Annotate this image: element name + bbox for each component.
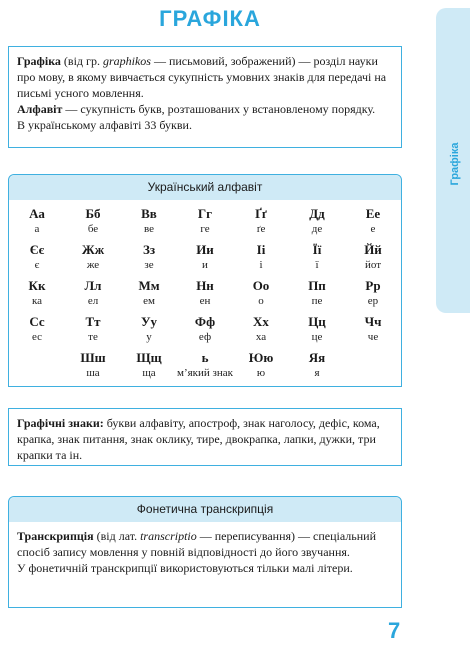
transcription-pre: (від лат. [93,529,141,543]
alphabet-letter [345,278,401,308]
alphabet-letter [177,242,233,272]
letter-pair: ь [201,350,209,365]
letter-name: є [34,259,40,271]
alphabet-letter [233,242,289,272]
alphabet-letter [345,242,401,272]
alphabet-letter [121,314,177,344]
letter-pair: Аа [29,206,45,221]
letter-pair: Фф [194,314,216,329]
letter-name: де [311,223,323,235]
alphabet-letter [65,314,121,344]
letter-pair: Уу [140,314,158,329]
alphabet-letter [65,242,121,272]
letter-pair: Хх [253,314,269,329]
alphabet-box [8,174,402,387]
grafika-post: — письмовий, зображений) — розділ науки про мову, в якому вивчається сукупність умовних знаків для передачі на письмі усного мовлення. [17,54,387,100]
alphabet-letter [177,350,233,380]
letter-name: же [86,259,100,271]
transcription-definition [17,528,393,560]
letter-pair: Тт [85,314,101,329]
letter-name: и [202,259,208,271]
letter-name: ю [256,367,266,379]
letter-pair: Іі [256,242,266,257]
letter-pair: Йй [364,242,382,257]
graphic-signs-text [17,415,393,463]
alphabet-letter [121,206,177,236]
letter-name: йот [364,259,382,271]
letter-pair: Зз [142,242,156,257]
letter-pair: Нн [196,278,214,293]
alphabet-letter [289,350,345,380]
letter-name: еф [198,331,212,343]
alphabet-letter [65,206,121,236]
alphabet-letter [233,350,289,380]
letter-name: а [34,223,40,235]
alphabet-letter [65,350,121,380]
letter-pair: Жж [81,242,105,257]
letter-pair: Юю [248,350,274,365]
letter-name: е [370,223,376,235]
letter-pair: Вв [141,206,157,221]
alphabet-letter [9,242,65,272]
alphabet-letter [289,278,345,308]
letter-name: м’який знак [177,367,234,379]
alphabet-letter [121,242,177,272]
letter-name: ї [315,259,319,271]
transcription-box [8,496,402,608]
letter-name: це [311,331,323,343]
alphabet-heading: Український алфавіт [9,175,401,200]
grafika-pre: (від гр. [60,54,103,68]
letter-name: ве [143,223,154,235]
graphic-signs-term: Графічні знаки: [17,416,104,430]
transcription-note: У фонетичній транскрипції використовуються тільки малі літери. [17,561,353,575]
letter-pair: Цц [308,314,326,329]
transcription-term: Транскрипція [17,529,94,543]
letter-name: о [258,295,264,307]
letter-name: і [259,259,263,271]
letter-name: ем [143,295,155,307]
letter-pair: Чч [364,314,382,329]
transcription-origin: transcriptio [140,529,197,543]
letter-pair: Єє [29,242,45,257]
letter-name: я [314,367,320,379]
letter-name: у [146,331,152,343]
letter-name: ха [255,331,267,343]
letter-pair: Яя [308,350,326,365]
alphabet-letter [65,278,121,308]
letter-pair: Гг [197,206,213,221]
letter-pair: Мм [138,278,160,293]
letter-name: зе [144,259,154,271]
graphic-signs-box [8,408,402,466]
page-number: 7 [388,618,401,643]
letter-pair: Лл [84,278,102,293]
letter-name: ен [199,295,211,307]
alphabet-definition [17,101,393,117]
alphabet-letter [177,206,233,236]
alphabet-term: Алфавіт [17,102,63,116]
letter-pair: Ее [365,206,381,221]
transcription-heading: Фонетична транскрипція [9,497,401,522]
letter-pair: Оо [252,278,270,293]
letter-name: ка [31,295,43,307]
letter-name: ел [87,295,99,307]
letter-pair: Дд [309,206,325,221]
letter-pair: Її [312,242,322,257]
letter-pair: Ґґ [255,206,267,221]
alphabet-letter [233,314,289,344]
side-tab-label: Графіка [449,142,461,186]
letter-name: те [88,331,98,343]
letter-pair: Сс [29,314,45,329]
letter-name: ге [200,223,210,235]
letter-pair: Кк [28,278,46,293]
letter-pair: Щщ [136,350,162,365]
letter-name: пе [311,295,323,307]
alphabet-letter [121,278,177,308]
page-title: ГРАФІКА [159,6,261,31]
alphabet-letter [9,206,65,236]
letter-pair: Бб [85,206,101,221]
letter-name: ес [31,331,43,343]
alphabet-letter [345,206,401,236]
letter-name: ґе [256,223,266,235]
alphabet-letter [289,206,345,236]
letter-name: че [367,331,379,343]
letter-name: ер [367,295,379,307]
letter-name: ща [142,367,156,379]
alphabet-letter [233,206,289,236]
alphabet-text: — сукупність букв, розташованих у встановленому порядку. [62,102,376,116]
letter-count: В українському алфавіті 33 букви. [17,118,192,132]
alphabet-letter [289,314,345,344]
grafika-origin: graphikos [102,54,151,68]
definition-box [8,46,402,148]
grafika-term: Графіка [17,54,61,68]
alphabet-letter [177,278,233,308]
grafika-definition [17,53,393,101]
alphabet-letter [121,350,177,380]
alphabet-letter [9,314,65,344]
alphabet-letter [289,242,345,272]
letter-pair: Рр [365,278,381,293]
letter-pair: Шш [80,350,106,365]
graphic-signs-body: букви алфавіту, апостроф, знак наголосу, дефіс, кома, крапка, знак питання, знак оклику, тире, двокрапка, лапки, дужки, три крапки та ін. [17,416,380,462]
alphabet-letter [233,278,289,308]
letter-name: бе [87,223,99,235]
letter-name: ша [86,367,100,379]
transcription-post: — переписування) — спеціальний спосіб запису мовлення у повній відповідності до його звучання. [17,529,377,559]
alphabet-letter [9,278,65,308]
alphabet-letter [345,314,401,344]
letter-pair: Пп [308,278,326,293]
alphabet-letter [177,314,233,344]
letter-pair: Ии [196,242,214,257]
